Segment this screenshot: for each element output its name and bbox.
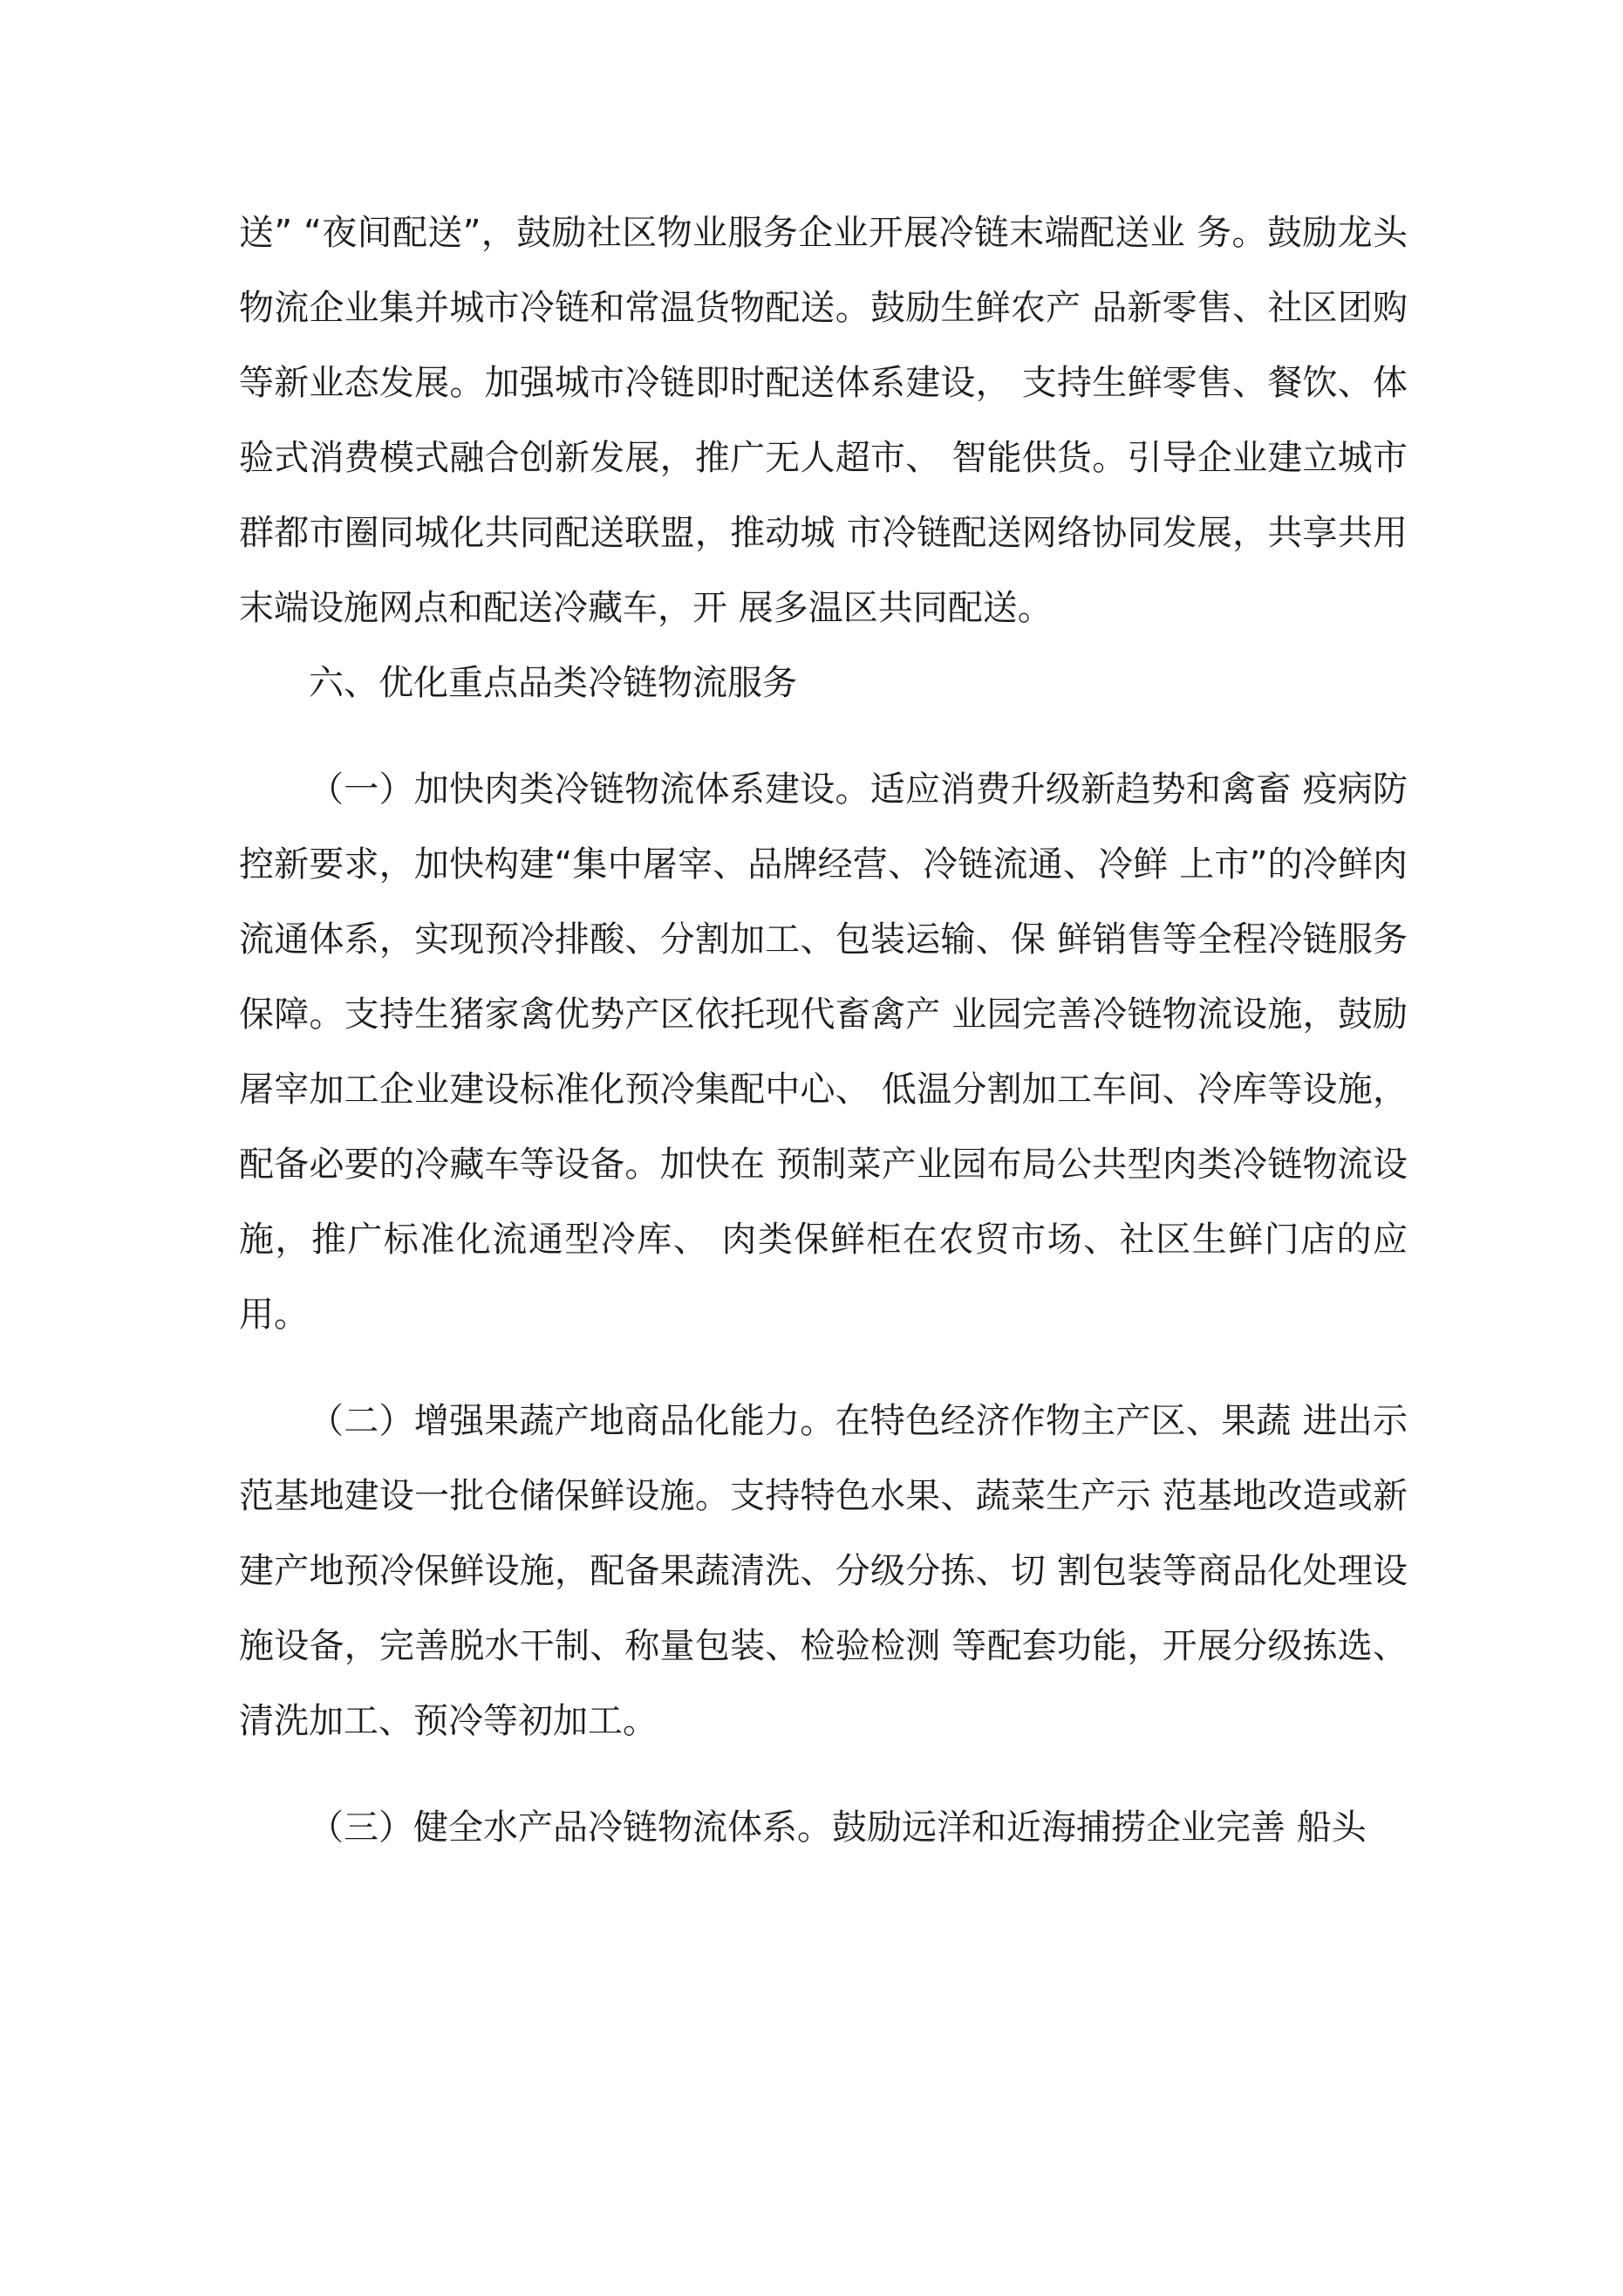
paragraph-aquatic-products: （三）健全水产品冷链物流体系。鼓励远洋和近海捕捞企业完善 船头: [309, 1807, 1367, 1848]
section-heading: 六、优化重点品类冷链物流服务: [309, 663, 797, 703]
document-body: [239, 195, 1408, 1865]
paragraph-fruit-vegetable: （二）增强果蔬产地商品化能力。在特色经济作物主产区、果蔬 进出示范基地建设一批仓储保鲜设施。支持特色水果、蔬菜生产示 范基地改造或新建产地预冷保鲜设施，配备果蔬清洗、分级分拣、切 割包装等商品化处理设施设备，完善脱水干制、称量包装、检验检测 等配套功能，开展分级拣选、清洗加工、预冷等初加工。: [239, 1401, 1408, 1741]
paragraph-meat-cold-chain: （一）加快肉类冷链物流体系建设。适应消费升级新趋势和禽畜 疫病防控新要求，加快构建“集中屠宰、品牌经营、冷链流通、冷鲜 上市”的冷鲜肉流通体系，实现预冷排酸、分割加工、包装运输、保 鲜销售等全程冷链服务保障。支持生猪家禽优势产区依托现代畜禽产 业园完善冷链物流设施，鼓励屠宰加工企业建设标准化预冷集配中心、 低温分割加工车间、冷库等设施，配备必要的冷藏车等设备。加快在 预制菜产业园布局公共型肉类冷链物流设施，推广标准化流通型冷库、 肉类保鲜柜在农贸市场、社区生鲜门店的应用。: [239, 769, 1408, 1335]
paragraph-continued-distribution: 送” “夜间配送”，鼓励社区物业服务企业开展冷链末端配送业 务。鼓励龙头物流企业集并城市冷链和常温货物配送。鼓励生鲜农产 品新零售、社区团购等新业态发展。加强城市冷链即时配送体系建设， 支持生鲜零售、餐饮、体验式消费模式融合创新发展，推广无人超市、 智能供货。引导企业建立城市群都市圈同城化共同配送联盟，推动城 市冷链配送网络协同发展，共享共用末端设施网点和配送冷藏车，开 展多温区共同配送。: [239, 213, 1408, 628]
